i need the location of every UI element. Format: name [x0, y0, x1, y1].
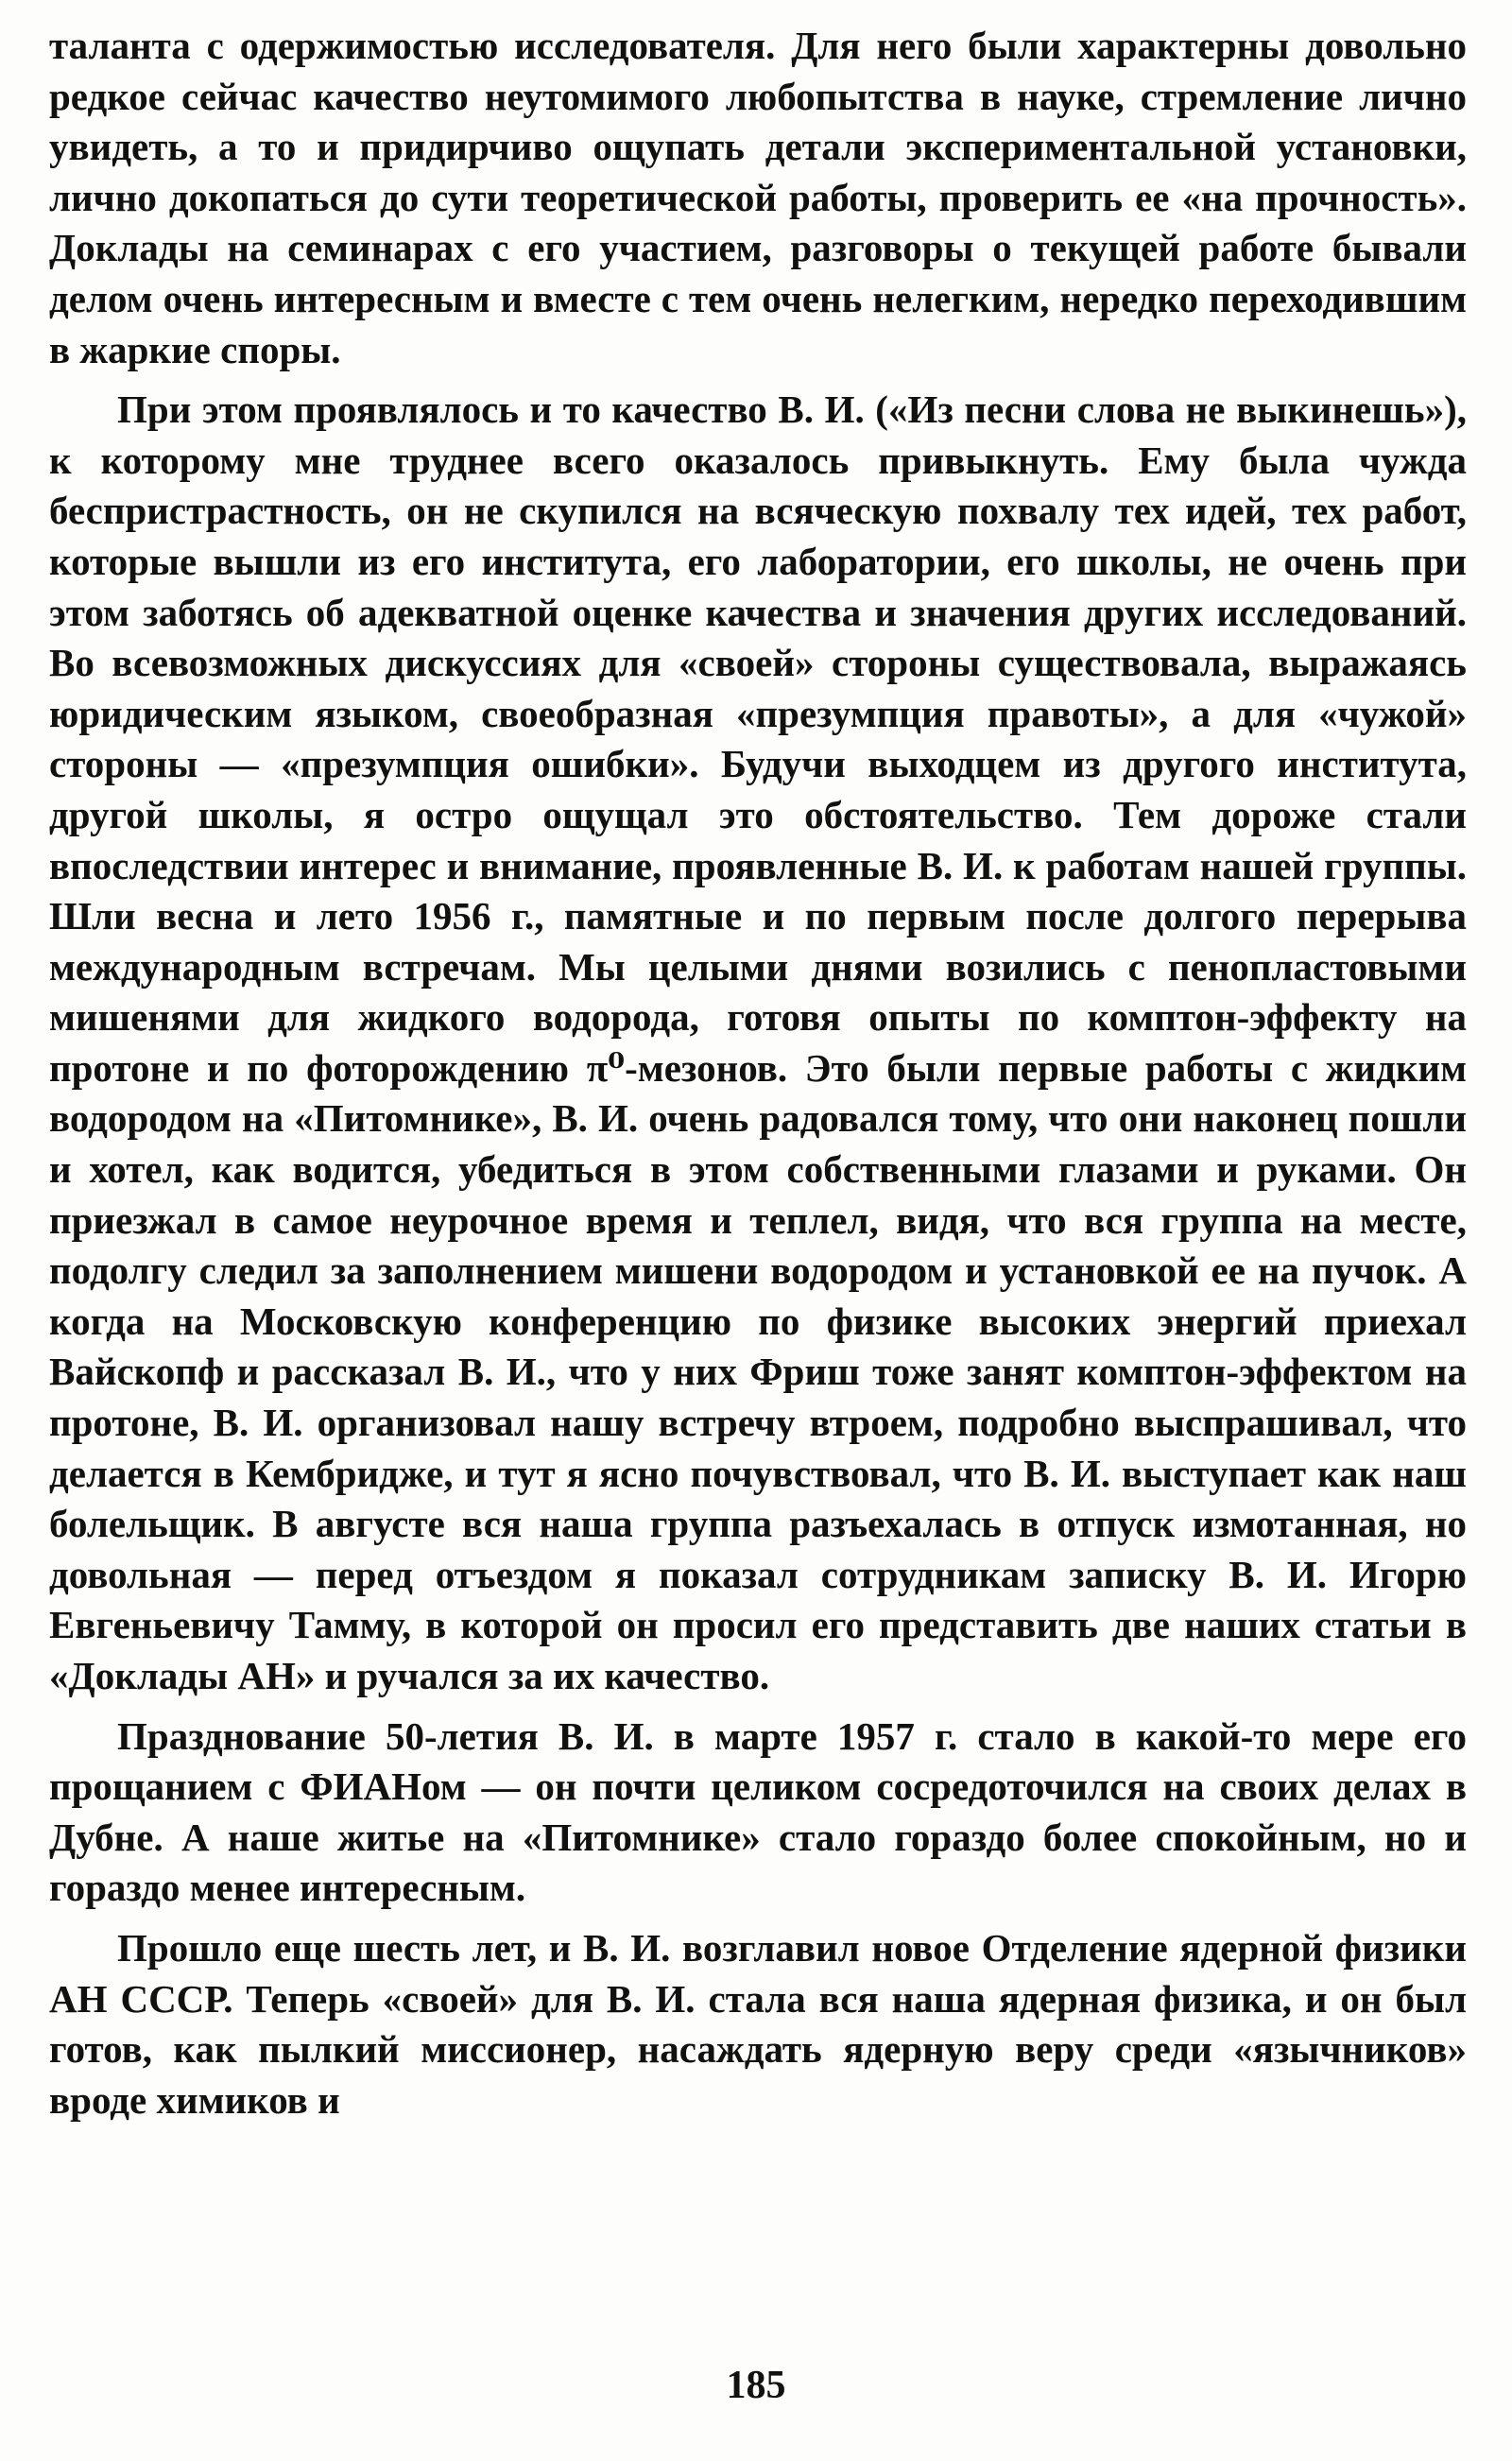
paragraph-1: таланта с одержимостью исследователя. Для него были характерны довольно редкое сейчас качество неутомимого любопытства в науке, стремление лично увидеть, а то и придирчиво ощупать детали экспериментальной установки, лично докопаться до сути теоретической работы, проверить ее «на прочность». Доклады на семинарах с его участием, разговоры о текущей работе бывали делом очень интересным и вместе с тем очень нелегким, нередко переходившим в жаркие споры. — [49, 24, 1467, 371]
body-text — [49, 21, 1467, 2135]
paragraph-2: При этом проявлялось и то качество В. И. («Из песни слова не выкинешь»), к которому мне труднее всего оказалось привыкнуть. Ему была чужда беспристрастность, он не скупился на всяческую похвалу тех идей, тех работ, которые вышли из его института, его лаборатории, его школы, не очень при этом заботясь об адекватной оценке качества и значения других исследований. Во всевозможных дискуссиях для «своей» стороны существовала, выражаясь юридическим языком, своеобразная «презумпция правоты», а для «чужой» стороны — «презумпция ошибки». Будучи выходцем из другого института, другой школы, я остро ощущал это обстоятельство. Тем дороже стали впоследствии интерес и внимание, проявленные В. И. к работам нашей группы. Шли весна и лето 1956 г., памятные и по первым после долгого перерыва международным встречам. Мы целыми днями возились с пенопластовыми мишенями для жидкого водорода, готовя опыты по комптон-эффекту на протоне и по фоторождению π⁰-мезонов. Это были первые работы с жидким водородом на «Питомнике», В. И. очень радовался тому, что они наконец пошли и хотел, как водится, убедиться в этом собственными глазами и руками. Он приезжал в самое неурочное время и теплел, видя, что вся группа на месте, подолгу следил за заполнением мишени водородом и установкой ее на пучок. А когда на Московскую конференцию по физике высоких энергий приехал Вайскопф и рассказал В. И., что у них Фриш тоже занят комптон-эффектом на протоне, В. И. организовал нашу встречу втроем, подробно выспрашивал, что делается в Кембридже, и тут я ясно почувствовал, что В. И. выступает как наш болельщик. В августе вся наша группа разъехалась в отпуск измотанная, но довольная — перед отъездом я показал сотрудникам записку В. И. Игорю Евгеньевичу Тамму, в которой он просил его представить две наших статьи в «Доклады АН» и ручался за их качество. — [49, 387, 1467, 1697]
page-number: 185 — [726, 2364, 786, 2407]
paragraph-4: Прошло еще шесть лет, и В. И. возглавил новое Отделение ядерной физики АН СССР. Теперь «своей» для В. И. стала вся наша ядерная физика, и он был готов, как пылкий миссионер, насаждать ядерную веру среди «язычников» вроде химиков и — [49, 1925, 1467, 2122]
paragraph-3: Празднование 50-летия В. И. в марте 1957 г. стало в какой-то мере его прощанием с ФИАНом — он почти целиком сосредоточился на своих делах в Дубне. А наше житье на «Питомнике» стало гораздо более спокойным, но и гораздо менее интересным. — [49, 1713, 1467, 1910]
